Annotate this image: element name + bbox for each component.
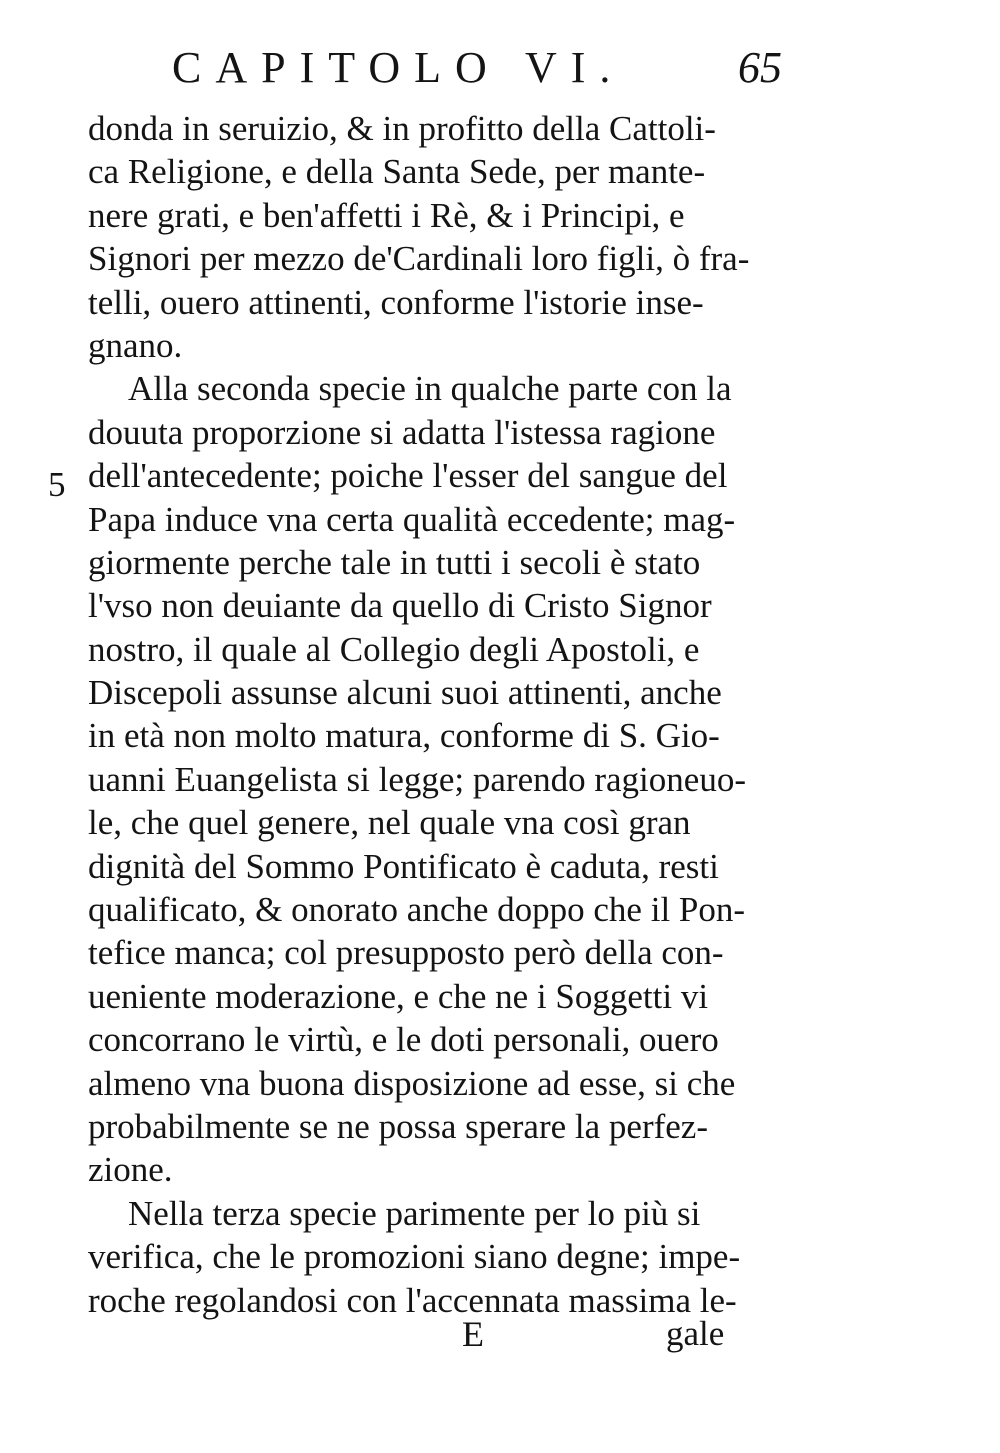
text-line: in età non molto matura, conforme di S. Gio- [88, 716, 720, 756]
text-line: probabilmente se ne possa sperare la perfez- [88, 1106, 708, 1146]
margin-line-number: 5 [48, 465, 66, 504]
text-line: gnano. [88, 325, 183, 365]
text-line: concorrano le virtù, e le doti personali, ouero [88, 1020, 719, 1060]
text-line: nere grati, e ben'affetti i Rè, & i Principi, e [88, 195, 685, 235]
text-line: donda in seruizio, & in profitto della Cattoli- [88, 109, 716, 148]
chapter-title: CAPITOLO VI. [172, 43, 625, 92]
text-line: ca Religione, e della Santa Sede, per mante- [88, 152, 706, 192]
text-line: nostro, il quale al Collegio degli Apostoli, e [88, 629, 700, 669]
text-line: verifica, che le promozioni siano degne; impe- [88, 1237, 741, 1277]
signature-mark: E [462, 1314, 484, 1354]
running-header [0, 38, 1000, 98]
paragraph-start-line: Alla seconda specie in qualche parte con la [128, 369, 732, 409]
text-line: Signori per mezzo de'Cardinali loro figli, ò fra- [88, 239, 750, 279]
text-line: zione. [88, 1150, 173, 1190]
text-line: ueniente moderazione, e che ne i Soggetti vi [88, 976, 709, 1016]
text-line: Discepoli assunse alcuni suoi attinenti, anche [88, 673, 722, 713]
text-line: qualificato, & onorato anche doppo che il Pon- [88, 890, 746, 930]
text-line: le, che quel genere, nel quale vna così gran [88, 803, 691, 843]
paragraph-start-line: Nella terza specie parimente per lo più si [128, 1193, 701, 1233]
text-line: almeno vna buona disposizione ad esse, si che [88, 1063, 736, 1103]
text-line: telli, ouero attinenti, conforme l'istorie inse- [88, 282, 704, 322]
text-line: Papa induce vna certa qualità eccedente; mag- [88, 499, 736, 539]
text-line: douuta proporzione si adatta l'istessa ragione [88, 412, 716, 452]
text-line: tefice manca; col presupposto però della con- [88, 933, 724, 973]
text-line: l'vso non deuiante da quello di Cristo Signor [88, 586, 712, 626]
body-text [88, 107, 788, 1322]
text-line: giormente perche tale in tutti i secoli è stato [88, 542, 701, 582]
text-line: dignità del Sommo Pontificato è caduta, resti [88, 846, 719, 886]
text-line: uanni Euangelista si legge; parendo ragioneuo- [88, 759, 746, 799]
text-line: roche regolandosi con l'accennata massima le- [88, 1280, 737, 1320]
text-line: dell'antecedente; poiche l'esser del sangue del [88, 456, 728, 496]
catchword: gale [666, 1314, 725, 1353]
page-number: 65 [738, 43, 782, 92]
